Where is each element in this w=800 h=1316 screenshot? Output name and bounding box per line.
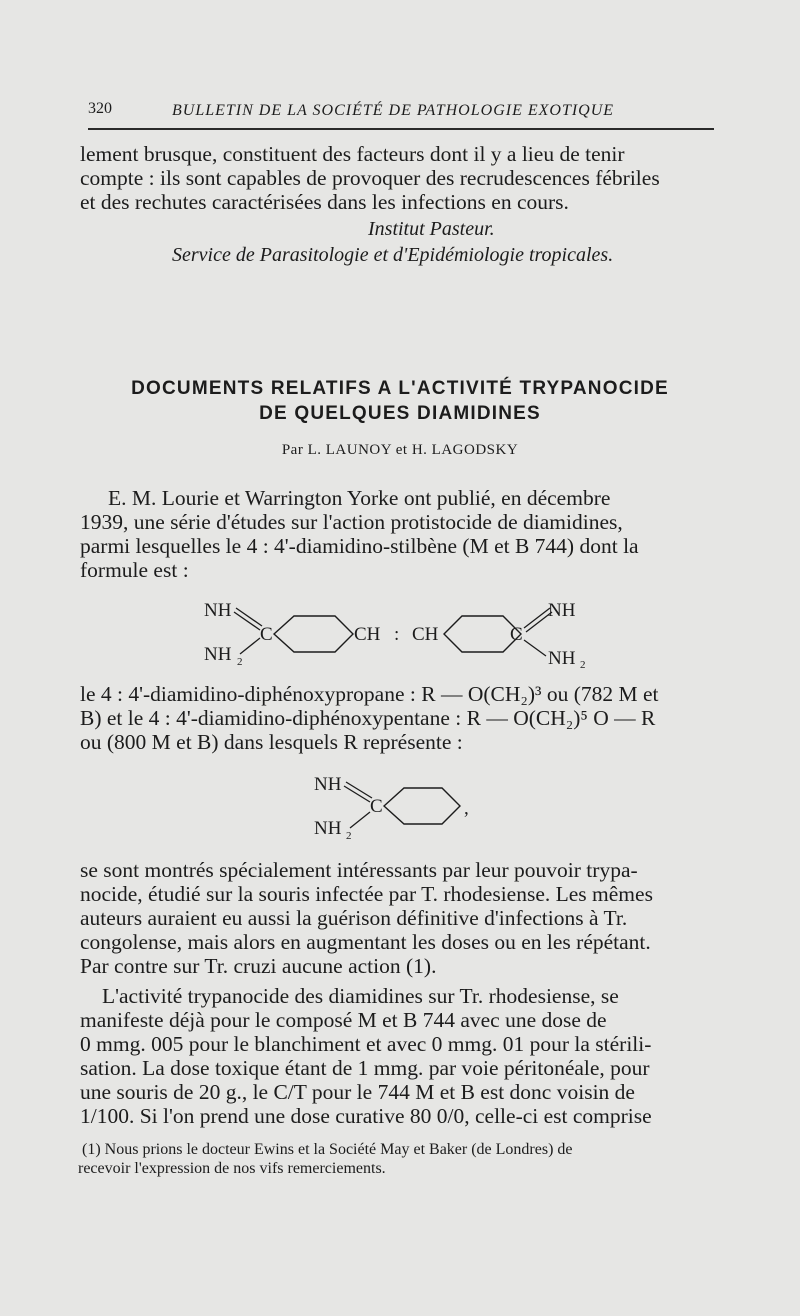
page-header	[88, 100, 718, 130]
radical-formula	[306, 766, 506, 846]
formula-atom: NH	[314, 774, 342, 795]
stilbene-formula	[190, 594, 610, 674]
benzene-ring-icon	[274, 616, 353, 652]
footnote	[78, 1140, 718, 1178]
article-title-line: DE QUELQUES DIAMIDINES	[259, 403, 541, 424]
formula-atom: C	[370, 796, 383, 817]
text-line: E. M. Lourie et Warrington Yorke ont publié, en décembre	[108, 486, 611, 510]
text-line: compte : ils sont capables de provoquer des recrudescences fébriles	[80, 166, 660, 190]
formula-atom: NH	[548, 648, 576, 669]
formula-punctuation: ,	[464, 798, 469, 819]
institute-name: Institut Pasteur.	[368, 218, 495, 240]
text-line: auteurs auraient eu aussi la guérison définitive d'infections à Tr.	[80, 906, 628, 930]
paragraph-4	[80, 984, 720, 1128]
text-line: B) et le 4 : 4'-diamidino-diphénoxypentane : R — O(CH₂)⁵ O — R	[80, 706, 656, 730]
formula-atom: NH	[204, 644, 232, 665]
paragraph-3	[80, 858, 720, 978]
header-rule	[88, 128, 714, 130]
text-line: formule est :	[80, 558, 189, 582]
text-line: 0 mmg. 005 pour le blanchiment et avec 0 mmg. 01 pour la stérili-	[80, 1032, 652, 1056]
paragraph-1	[80, 486, 720, 582]
text-line: ou (800 M et B) dans lesquels R représente :	[80, 730, 463, 754]
formula-atom: CH	[412, 624, 439, 645]
text-line: 1/100. Si l'on prend une dose curative 80 0/0, celle-ci est comprise	[80, 1104, 652, 1128]
text-line: et des rechutes caractérisées dans les infections en cours.	[80, 190, 569, 214]
formula-subscript: 2	[580, 659, 586, 671]
text-line: sation. La dose toxique étant de 1 mmg. par voie péritonéale, pour	[80, 1056, 650, 1080]
footnote-line: (1) Nous prions le docteur Ewins et la Société May et Baker (de Londres) de	[82, 1141, 573, 1158]
text-line: 1939, une série d'études sur l'action protistocide de diamidines,	[80, 510, 623, 534]
formula-atom: :	[394, 624, 400, 645]
article-authors: Par L. LAUNOY et H. LAGODSKY	[281, 442, 519, 458]
formula-subscript: 2	[346, 830, 352, 842]
article-title	[80, 376, 720, 426]
text-line: lement brusque, constituent des facteurs dont il y a lieu de tenir	[80, 142, 625, 166]
formula-atom: NH	[314, 818, 342, 839]
text-line: Par contre sur Tr. cruzi aucune action (1).	[80, 954, 437, 978]
page-number: 320	[88, 100, 112, 117]
text-line: nocide, étudié sur la souris infectée par T. rhodesiense. Les mêmes	[80, 882, 653, 906]
formula-atom: NH	[204, 600, 232, 621]
service-name: Service de Parasitologie et d'Epidémiologie tropicales.	[172, 244, 614, 266]
formula-atom: CH	[354, 624, 381, 645]
paragraph-2	[80, 682, 720, 754]
text-line: le 4 : 4'-diamidino-diphénoxypropane : R — O(CH₂)³ ou (782 M et	[80, 682, 659, 706]
text-line: congolense, mais alors en augmentant les doses ou en les répétant.	[80, 930, 651, 954]
formula-atom: NH	[548, 600, 576, 621]
formula-atom: C	[510, 624, 523, 645]
intro-paragraph	[80, 142, 720, 214]
text-line: manifeste déjà pour le composé M et B 744 avec une dose de	[80, 1008, 607, 1032]
formula-subscript: 2	[237, 656, 243, 668]
formula-atom: C	[260, 624, 273, 645]
text-line: parmi lesquelles le 4 : 4'-diamidino-stilbène (M et B 744) dont la	[80, 534, 639, 558]
article-title-line: DOCUMENTS RELATIFS A L'ACTIVITÉ TRYPANOCIDE	[131, 378, 669, 399]
text-line: L'activité trypanocide des diamidines sur Tr. rhodesiense, se	[102, 984, 619, 1008]
text-line: une souris de 20 g., le C/T pour le 744 M et B est donc voisin de	[80, 1080, 635, 1104]
benzene-ring-icon	[384, 788, 460, 824]
running-title: BULLETIN DE LA SOCIÉTÉ DE PATHOLOGIE EXOTIQUE	[172, 102, 615, 119]
text-line: se sont montrés spécialement intéressants par leur pouvoir trypa-	[80, 858, 638, 882]
footnote-line: recevoir l'expression de nos vifs remerciements.	[78, 1160, 386, 1177]
